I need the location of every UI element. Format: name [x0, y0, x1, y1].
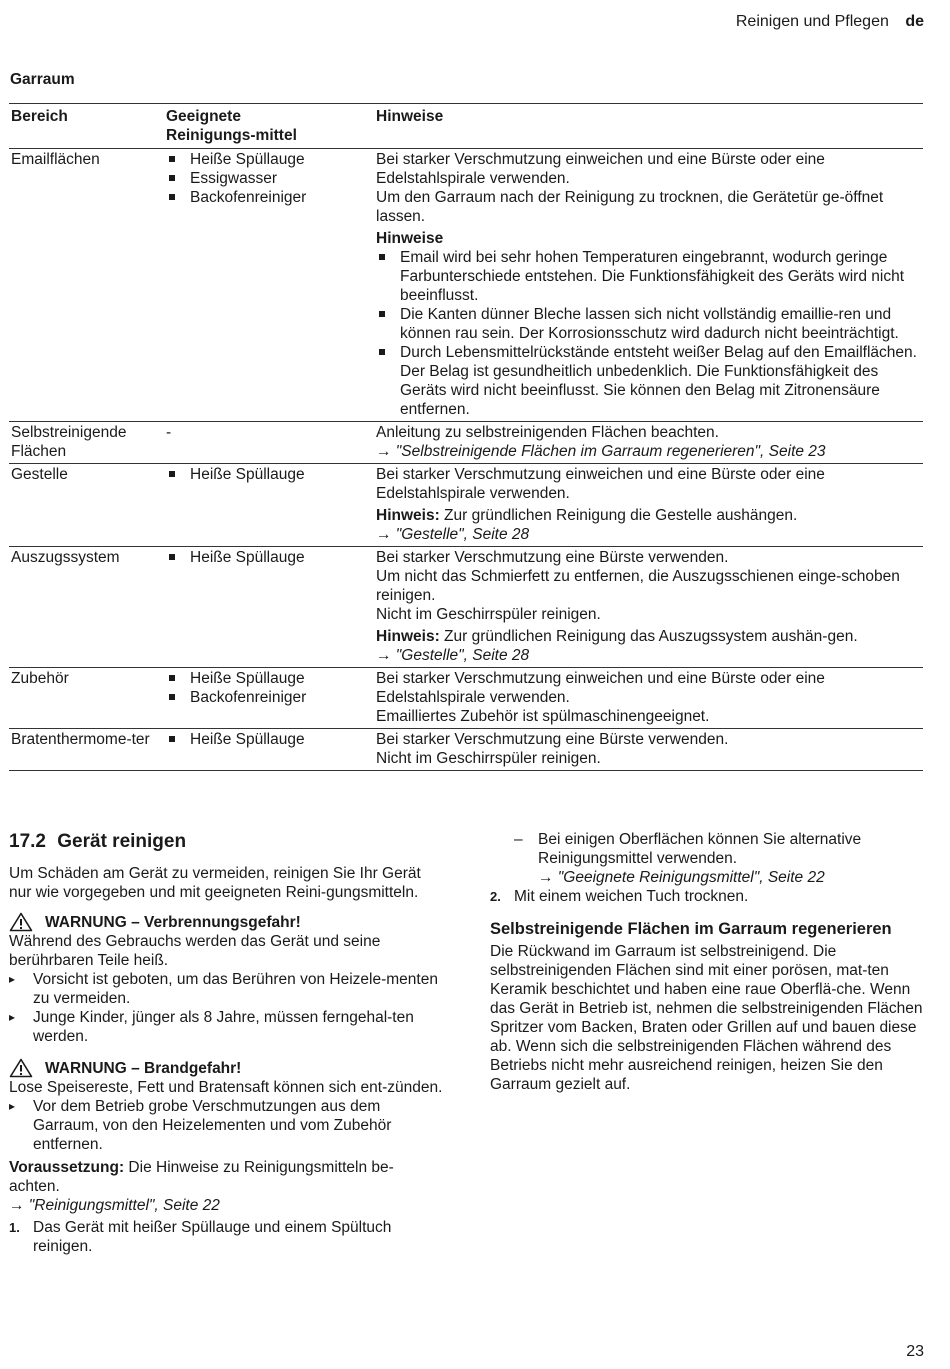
warning-heading [9, 912, 444, 932]
notes-cell [374, 668, 923, 729]
step-number: 2. [490, 889, 501, 904]
warning-text: Während des Gebrauchs werden das Gerät und seine berührbaren Teile heiß. [9, 933, 381, 969]
area-cell: Gestelle [11, 466, 68, 483]
section-number: 17.2 [9, 831, 46, 852]
area-cell: Auszugssystem [11, 549, 120, 566]
step-text: Das Gerät mit heißer Spüllauge und einem Spültuch reinigen. [33, 1219, 392, 1255]
header-language: de [905, 13, 924, 30]
list-item: Heiße Spüllauge [166, 669, 372, 688]
agents-cell [164, 729, 374, 771]
cleaning-table [9, 103, 923, 771]
list-item: Email wird bei sehr hohen Temperaturen eingebrannt, wodurch geringe Farbunterschiede entstehen. Die Funktionsfähigkeit des Geräts wird nicht beeinflusst. [376, 248, 921, 305]
cross-reference-link[interactable]: → "Reinigungsmittel", Seite 22 [9, 1197, 220, 1214]
list-item: ▸ Vor dem Betrieb grobe Verschmutzungen aus dem Garraum, von den Heizelementen und vom Zubehör entfernen. [9, 1097, 444, 1154]
area-cell: Zubehör [11, 670, 69, 687]
note-label: Hinweis: [376, 628, 440, 645]
prerequisite [9, 1158, 444, 1196]
note-label: Hinweis: [376, 507, 440, 524]
notes-cell [374, 464, 923, 547]
warning-triangle-icon [9, 912, 33, 932]
notes-cell [374, 729, 923, 771]
prerequisite-text: Die Hinweise zu Reinigungsmitteln be-achten. [9, 1159, 394, 1195]
list-item: Heiße Spüllauge [166, 548, 372, 567]
table-header-row [9, 104, 923, 149]
area-cell: Selbstreinigende Flächen [11, 424, 127, 460]
list-item: Heiße Spüllauge [166, 730, 372, 749]
list-item: Durch Lebensmittelrückstände entsteht weißer Belag auf den Emailflächen. Der Belag ist gesundheitlich unbedenklich. Die Funktionsfähigkeit des Geräts wird nicht beeinflusst. Sie können den Belag mit Zitronensäure entfernen. [376, 343, 921, 419]
note-text: Nicht im Geschirrspüler reinigen. [376, 750, 601, 767]
note-text: Bei starker Verschmutzung eine Bürste verwenden. [376, 549, 729, 566]
prerequisite-label: Voraussetzung: [9, 1159, 125, 1176]
list-item: Heiße Spüllauge [166, 465, 372, 484]
warning-title: WARNUNG – Brandgefahr! [45, 1059, 242, 1077]
hint-heading: Hinweise [376, 230, 444, 247]
sub-list-item [514, 830, 925, 887]
warning-heading [9, 1058, 444, 1078]
list-item: Backofenreiniger [166, 188, 372, 207]
warning-title: WARNUNG – Verbrennungsgefahr! [45, 913, 301, 931]
table-row [9, 547, 923, 668]
sub-item-text: Bei einigen Oberflächen können Sie alternative Reinigungsmittel verwenden. [538, 831, 862, 867]
list-item: ▸ Vorsicht ist geboten, um das Berühren von Heizele-menten zu vermeiden. [9, 970, 444, 1008]
note-text: Bei starker Verschmutzung einweichen und eine Bürste oder eine Edelstahlspirale verwenden. [376, 151, 825, 187]
area-cell: Emailflächen [11, 151, 100, 168]
table-row [9, 422, 923, 464]
notes-cell [374, 547, 923, 668]
intro-paragraph: Um Schäden am Gerät zu vermeiden, reinigen Sie Ihr Gerät nur wie vorgegeben und mit geeigneten Reini-gungsmitteln. [9, 865, 421, 901]
note-text: Um den Garraum nach der Reinigung zu trocknen, die Gerätetür ge-öffnet lassen. [376, 189, 884, 225]
agents-cell [164, 464, 374, 547]
note-text: Bei starker Verschmutzung einweichen und eine Bürste oder eine Edelstahlspirale verwenden. [376, 466, 825, 502]
notes-cell [374, 422, 923, 464]
warning-triangle-icon [9, 1058, 33, 1078]
note-text: Zur gründlichen Reinigung die Gestelle aushängen. [439, 507, 798, 524]
column-header: Bereich [11, 108, 68, 125]
table-row [9, 729, 923, 771]
note-text: Zur gründlichen Reinigung das Auszugssystem aushän-gen. [439, 628, 858, 645]
note-text: Anleitung zu selbstreinigenden Flächen beachten. [376, 424, 719, 441]
list-item: Die Kanten dünner Bleche lassen sich nicht vollständig emaillie-ren und können rau sein. Der Korrosionsschutz wird dadurch nicht beeinträchtigt. [376, 305, 921, 343]
cross-reference-link[interactable]: → "Geeignete Reinigungsmittel", Seite 22 [538, 869, 825, 886]
notes-cell [374, 149, 923, 422]
note-text: Bei starker Verschmutzung einweichen und eine Bürste oder eine Edelstahlspirale verwenden. [376, 670, 825, 706]
step-number: 1. [9, 1220, 20, 1235]
section-title: Gerät reinigen [57, 831, 187, 852]
left-column [9, 830, 444, 1256]
cross-reference-link[interactable]: → "Gestelle", Seite 28 [376, 647, 530, 664]
agents-cell: - [166, 424, 172, 441]
list-item: Backofenreiniger [166, 688, 372, 707]
page-number: 23 [906, 1343, 924, 1360]
subsection-heading: Selbstreinigende Flächen im Garraum regenerieren [490, 920, 892, 938]
step-item [490, 887, 925, 906]
note-text: Um nicht das Schmierfett zu entfernen, die Auszugsschienen einge-schoben reinigen. [376, 568, 900, 604]
note-text: Nicht im Geschirrspüler reinigen. [376, 606, 601, 623]
section-heading [9, 830, 444, 853]
table-row [9, 149, 923, 422]
list-item: Essigwasser [166, 169, 372, 188]
warning-text: Lose Speisereste, Fett und Bratensaft können sich ent-zünden. [9, 1079, 443, 1096]
table-title: Garraum [10, 71, 75, 88]
agents-cell [164, 668, 374, 729]
cross-reference-link[interactable]: → "Selbstreinigende Flächen im Garraum regenerieren", Seite 23 [376, 443, 826, 460]
agents-cell [164, 149, 374, 422]
step-text: Mit einem weichen Tuch trocknen. [514, 888, 749, 905]
note-text: Emailliertes Zubehör ist spülmaschinengeeignet. [376, 708, 710, 725]
subsection-paragraph: Die Rückwand im Garraum ist selbstreinigend. Die selbstreinigenden Flächen sind mit einer porösen, mat-ten Keramik beschichtet und haben eine raue Oberflä-che. Wenn das Gerät in Betrieb ist, nehmen die selbstreinigenden Flächen Spritzer vom Backen, Braten oder Grillen auf und bauen diese ab. Wenn sich die selbstreinigenden Flächen während des Betriebs nicht mehr ausreichend reinigen, heizen Sie den Garraum gezielt auf. [490, 943, 923, 1093]
step-item [9, 1218, 444, 1256]
note-text: Bei starker Verschmutzung eine Bürste verwenden. [376, 731, 729, 748]
list-item: Heiße Spüllauge [166, 150, 372, 169]
agents-cell [164, 547, 374, 668]
list-item: ▸ Junge Kinder, jünger als 8 Jahre, müssen ferngehal-ten werden. [9, 1008, 444, 1046]
column-header: Hinweise [376, 108, 444, 125]
table-row [9, 668, 923, 729]
right-column [490, 830, 925, 1094]
table-row [9, 464, 923, 547]
area-cell: Bratenthermome-ter [11, 731, 150, 748]
column-header: Geeignete Reinigungs-mittel [166, 108, 297, 144]
page-header [736, 12, 924, 31]
cross-reference-link[interactable]: → "Gestelle", Seite 28 [376, 526, 530, 543]
header-section: Reinigen und Pflegen [735, 13, 889, 30]
